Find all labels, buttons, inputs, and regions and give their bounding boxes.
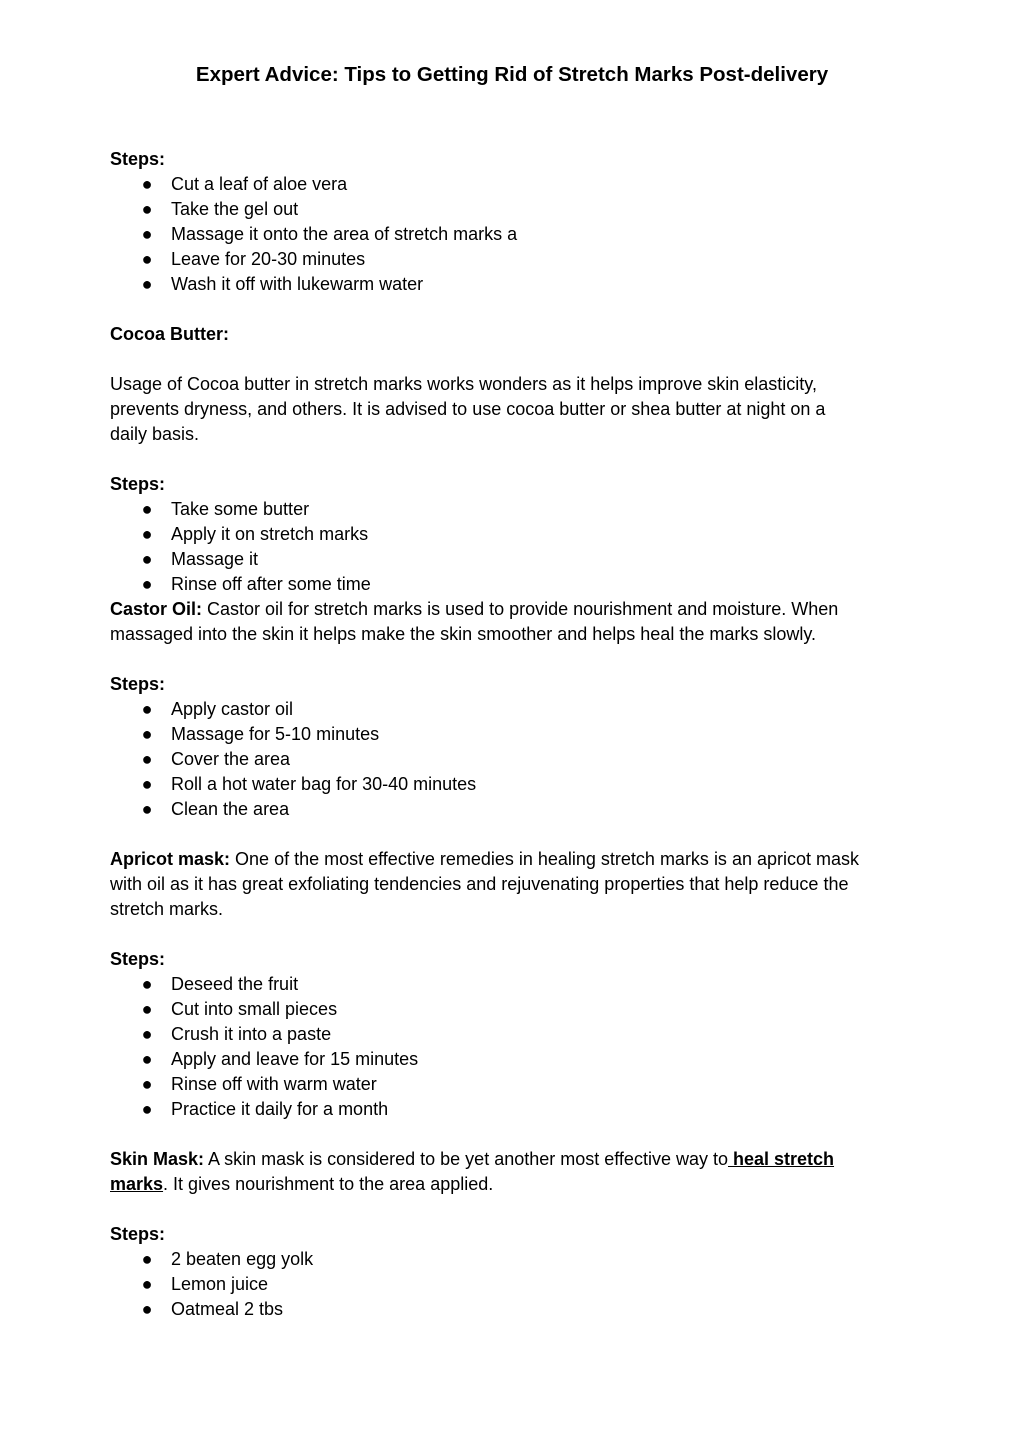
document-body [110, 147, 910, 1322]
list-item: ● Deseed the fruit [110, 972, 910, 997]
list-item: ● 2 beaten egg yolk [110, 1247, 910, 1272]
apricot-paragraph-line: stretch marks. [110, 899, 224, 919]
steps-label: Steps: [110, 149, 166, 169]
bullet-icon: ● [141, 699, 153, 719]
bullet-icon: ● [141, 974, 153, 994]
apricot-heading: Apricot mask: [110, 849, 231, 869]
cocoa-paragraph-line: daily basis. [110, 424, 200, 444]
heal-stretch-marks-link[interactable]: heal stretch [727, 1149, 835, 1169]
skin-mask-paragraph-line: Skin Mask: A skin mask is considered to be yet another most effective way to heal stretch [110, 1149, 835, 1169]
list-item: ● Massage it [110, 547, 910, 572]
steps-label: Steps: [110, 674, 166, 694]
list-item: ● Take the gel out [110, 197, 910, 222]
steps-label: Steps: [110, 949, 166, 969]
cocoa-paragraph-line: prevents dryness, and others. It is advised to use cocoa butter or shea butter at night on a [110, 399, 826, 419]
list-item: ● Wash it off with lukewarm water [110, 272, 910, 297]
steps-label: Steps: [110, 1224, 166, 1244]
bullet-icon: ● [141, 174, 153, 194]
bullet-icon: ● [141, 574, 153, 594]
apricot-paragraph-line: Apricot mask: One of the most effective remedies in healing stretch marks is an apricot mask [110, 849, 859, 869]
list-item: ● Cut into small pieces [110, 997, 910, 1022]
bullet-icon: ● [141, 1249, 153, 1269]
list-item: ● Apply it on stretch marks [110, 522, 910, 547]
list-item: ● Practice it daily for a month [110, 1097, 910, 1122]
apricot-paragraph-line: with oil as it has great exfoliating tendencies and rejuvenating properties that help reduce the [110, 874, 849, 894]
list-item: ● Cut a leaf of aloe vera [110, 172, 910, 197]
bullet-icon: ● [141, 274, 153, 294]
bullet-icon: ● [141, 724, 153, 744]
bullet-icon: ● [141, 524, 153, 544]
list-item: ● Cover the area [110, 747, 910, 772]
bullet-icon: ● [141, 1024, 153, 1044]
skin-mask-paragraph-line: marks. It gives nourishment to the area applied. [110, 1174, 494, 1194]
bullet-icon: ● [141, 499, 153, 519]
bullet-icon: ● [141, 1074, 153, 1094]
list-item: ● Rinse off with warm water [110, 1072, 910, 1097]
list-item: ● Lemon juice [110, 1272, 910, 1297]
bullet-icon: ● [141, 774, 153, 794]
castor-heading: Castor Oil: [110, 599, 203, 619]
bullet-icon: ● [141, 199, 153, 219]
heal-stretch-marks-link[interactable]: marks [110, 1174, 164, 1194]
bullet-icon: ● [141, 1274, 153, 1294]
aloe-steps-list [110, 172, 910, 297]
bullet-icon: ● [141, 1049, 153, 1069]
bullet-icon: ● [141, 249, 153, 269]
castor-paragraph-line: Castor Oil: Castor oil for stretch marks is used to provide nourishment and moisture. When [110, 599, 839, 619]
list-item: ● Massage for 5-10 minutes [110, 722, 910, 747]
steps-label: Steps: [110, 474, 166, 494]
cocoa-heading: Cocoa Butter: [110, 324, 230, 344]
bullet-icon: ● [141, 749, 153, 769]
list-item: ● Take some butter [110, 497, 910, 522]
list-item: ● Rinse off after some time [110, 572, 910, 597]
list-item: ● Apply castor oil [110, 697, 910, 722]
bullet-icon: ● [141, 1099, 153, 1119]
bullet-icon: ● [141, 999, 153, 1019]
bullet-icon: ● [141, 549, 153, 569]
bullet-icon: ● [141, 1299, 153, 1319]
bullet-icon: ● [141, 224, 153, 244]
skin-mask-heading: Skin Mask: [110, 1149, 205, 1169]
list-item: ● Apply and leave for 15 minutes [110, 1047, 910, 1072]
list-item: ● Crush it into a paste [110, 1022, 910, 1047]
list-item: ● Clean the area [110, 797, 910, 822]
castor-paragraph-line: massaged into the skin it helps make the skin smoother and helps heal the marks slowly. [110, 624, 817, 644]
skin-mask-steps-list [110, 1247, 910, 1322]
cocoa-steps-list [110, 497, 910, 597]
document-title: Expert Advice: Tips to Getting Rid of Stretch Marks Post-delivery [195, 63, 829, 86]
cocoa-paragraph-line: Usage of Cocoa butter in stretch marks works wonders as it helps improve skin elasticity, [110, 374, 817, 394]
list-item: ● Oatmeal 2 tbs [110, 1297, 910, 1322]
bullet-icon: ● [141, 799, 153, 819]
list-item: ● Massage it onto the area of stretch marks a [110, 222, 910, 247]
castor-steps-list [110, 697, 910, 822]
list-item: ● Leave for 20-30 minutes [110, 247, 910, 272]
list-item: ● Roll a hot water bag for 30-40 minutes [110, 772, 910, 797]
apricot-steps-list [110, 972, 910, 1122]
